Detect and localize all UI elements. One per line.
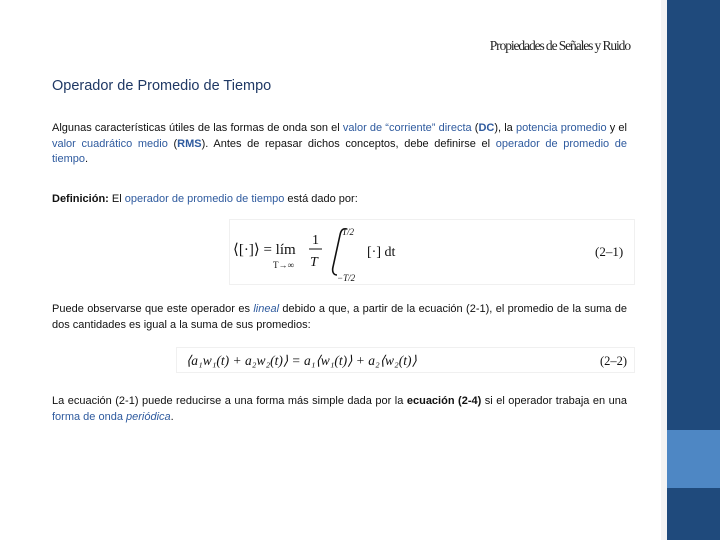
intro-text-4: y el <box>606 122 627 134</box>
linearity-text-2: debido a que, a partir de la ecuación (2-1), el promedio de la suma de dos cantidades es igual a la suma de sus promedios: <box>52 303 627 331</box>
paragraph-intro <box>52 121 627 168</box>
paragraph-linearity <box>52 302 627 333</box>
intro-text-7: . <box>85 153 89 165</box>
term-time-average-operator: operador de promedio de tiempo <box>52 137 628 165</box>
term-periodic: periódica <box>126 410 171 423</box>
side-accent-dark-top <box>667 0 720 430</box>
equation-2-2 <box>176 347 635 373</box>
eq1-lower-limit: −T/2 <box>337 273 356 283</box>
eq1-upper-limit: T/2 <box>342 227 355 237</box>
term-equation-2-4: ecuación (2-4) <box>406 395 482 407</box>
definition-label: Definición: <box>52 193 109 205</box>
term-dc-value: valor de “corriente” directa <box>342 122 472 134</box>
side-accent-light <box>667 430 720 488</box>
term-linear: lineal <box>253 303 280 315</box>
linearity-text-1: Puede observarse que este operador es <box>52 303 254 315</box>
periodic-text-3: . <box>170 410 174 423</box>
term-average-power: potencia promedio <box>515 122 607 134</box>
periodic-text-2: si el operador trabaja en una <box>481 395 627 407</box>
intro-text-1: Algunas características útiles de las formas de onda son el <box>52 122 343 134</box>
paragraph-definition <box>52 192 627 208</box>
intro-text-2: ( <box>471 122 479 134</box>
term-rms-value: valor cuadrático medio <box>52 137 168 150</box>
term-dc: DC <box>478 122 495 134</box>
intro-text-3: ), la <box>494 122 516 134</box>
definition-text-1: El <box>108 193 125 205</box>
eq1-fraction-num: 1 <box>312 233 319 248</box>
eq2-expression: ⟨a₁w₁(t) + a₂w₂(t)⟩ = a₁⟨w₁(t)⟩ + a₂⟨w₂(t)⟩ <box>186 353 417 368</box>
term-waveform: forma de onda <box>52 410 126 423</box>
equation-2-1 <box>229 219 635 285</box>
eq1-integrand: [·] dt <box>367 245 396 260</box>
term-operator: operador de promedio de tiempo <box>124 193 285 205</box>
eq1-limit-sub: T→∞ <box>273 260 294 270</box>
side-accent-dark-bottom <box>667 488 720 540</box>
slide-header: Propiedades de Señales y Ruido <box>489 38 630 53</box>
periodic-text-1: La ecuación (2-1) puede reducirse a una forma más simple dada por la <box>52 395 407 407</box>
intro-text-6: ). Antes de repasar dichos conceptos, debe definirse el <box>201 137 496 150</box>
definition-text-2: está dado por: <box>284 193 358 205</box>
section-title: Operador de Promedio de Tiempo <box>52 78 272 94</box>
eq1-lhs: ⟨[·]⟩ = lím <box>233 242 296 258</box>
intro-text-5: ( <box>167 137 178 150</box>
eq1-number: (2–1) <box>595 244 624 259</box>
term-rms: RMS <box>177 137 202 150</box>
paragraph-periodic <box>52 394 627 425</box>
side-accent-bar <box>667 0 720 540</box>
eq2-number: (2–2) <box>600 354 628 368</box>
eq1-fraction-den: T <box>310 255 318 270</box>
